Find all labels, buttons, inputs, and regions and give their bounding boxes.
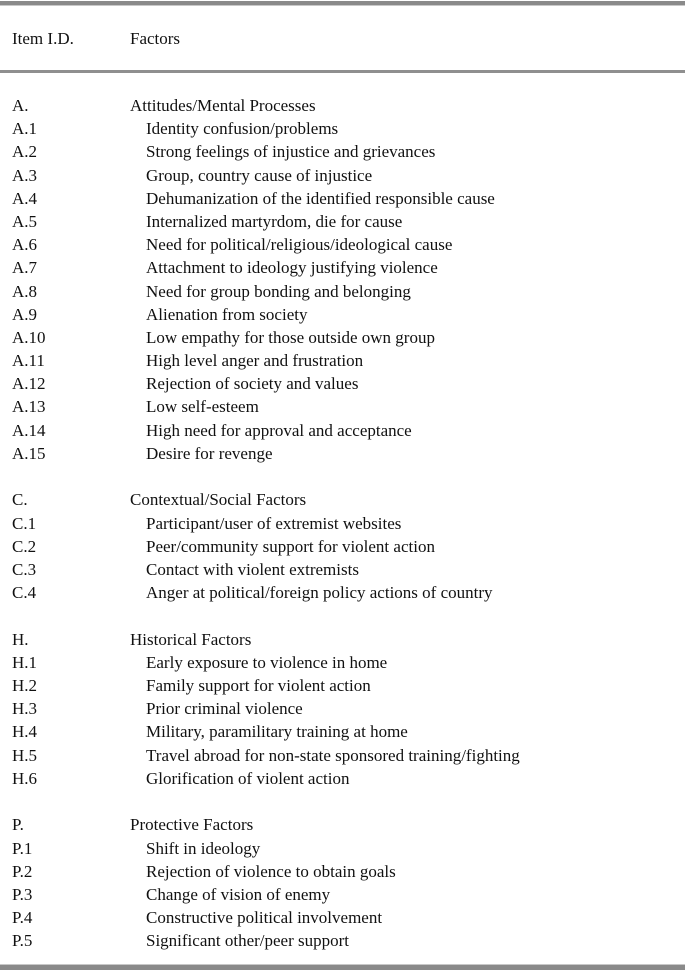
factor-text: Constructive political involvement — [146, 908, 383, 928]
group-spacer — [0, 604, 685, 627]
item-id: A.10 — [12, 327, 46, 347]
table-row — [0, 883, 685, 906]
factor-text: Rejection of society and values — [146, 374, 359, 394]
factor-text: Family support for violent action — [146, 676, 371, 696]
table-row — [0, 210, 685, 233]
factor-text: Dehumanization of the identified responsible cause — [146, 188, 495, 208]
item-id: A.9 — [12, 304, 38, 324]
group-spacer — [0, 790, 685, 813]
factor-text: Low empathy for those outside own group — [146, 327, 435, 347]
table-row — [0, 651, 685, 674]
table-row — [0, 140, 685, 163]
item-id: A.11 — [12, 351, 45, 371]
column-header-factors: Factors — [130, 29, 181, 48]
table-row — [0, 303, 685, 326]
item-id: C. — [12, 490, 28, 510]
table-row — [0, 906, 685, 929]
factor-text: Early exposure to violence in home — [146, 652, 388, 672]
table-row — [0, 187, 685, 210]
table-row — [0, 535, 685, 558]
column-header-item-id: Item I.D. — [12, 29, 74, 48]
table-row — [0, 512, 685, 535]
factor-text: Desire for revenge — [146, 443, 273, 463]
item-id: C.3 — [12, 559, 37, 579]
factor-text: Internalized martyrdom, die for cause — [146, 211, 403, 231]
group-spacer — [0, 465, 685, 488]
item-id: H. — [12, 629, 29, 649]
item-id: C.1 — [12, 513, 37, 533]
item-id: P.3 — [12, 884, 33, 904]
item-id: C.4 — [12, 583, 37, 603]
factor-text: Prior criminal violence — [146, 699, 303, 719]
table-row — [0, 372, 685, 395]
item-id: A.3 — [12, 165, 38, 185]
table-row — [0, 326, 685, 349]
item-id: A.7 — [12, 258, 38, 278]
item-id: A.8 — [12, 281, 38, 301]
factor-text: Participant/user of extremist websites — [146, 513, 402, 533]
table-row — [0, 720, 685, 743]
table-row — [0, 767, 685, 790]
item-id: P.1 — [12, 838, 33, 858]
item-id: A.2 — [12, 142, 38, 162]
item-id: A.14 — [12, 420, 46, 440]
factor-text: Group, country cause of injustice — [146, 165, 373, 185]
item-id: H.3 — [12, 699, 38, 719]
factor-text: Low self-esteem — [146, 397, 259, 417]
factor-text: Significant other/peer support — [146, 931, 350, 951]
item-id: A.12 — [12, 374, 46, 394]
table-row — [0, 581, 685, 604]
table-row — [0, 442, 685, 465]
item-id: A.4 — [12, 188, 38, 208]
bottom-rule — [0, 964, 685, 970]
factor-text: Peer/community support for violent action — [146, 536, 435, 556]
table-row — [0, 419, 685, 442]
factor-text: Travel abroad for non-state sponsored training/fighting — [146, 745, 520, 765]
table-row — [0, 164, 685, 187]
group-header-row — [0, 813, 685, 836]
item-id: P.2 — [12, 861, 33, 881]
item-id: A.13 — [12, 397, 46, 417]
factor-text: Rejection of violence to obtain goals — [146, 861, 396, 881]
item-id: A.6 — [12, 235, 38, 255]
factor-text: Glorification of violent action — [146, 768, 350, 788]
header-rule — [0, 70, 685, 73]
table-row — [0, 697, 685, 720]
table-row — [0, 233, 685, 256]
factor-text: Alienation from society — [146, 304, 308, 324]
item-id: H.4 — [12, 722, 38, 742]
table-row — [0, 837, 685, 860]
item-id: H.6 — [12, 768, 38, 788]
item-id: C.2 — [12, 536, 37, 556]
factor-text: High need for approval and acceptance — [146, 420, 412, 440]
table-row — [0, 349, 685, 372]
factor-text: Protective Factors — [130, 815, 254, 835]
table-body — [0, 94, 685, 953]
item-id: A.5 — [12, 211, 38, 231]
factor-text: Attitudes/Mental Processes — [130, 96, 316, 115]
table-row — [0, 558, 685, 581]
group-header-row — [0, 94, 685, 117]
factor-text: Contextual/Social Factors — [130, 490, 307, 510]
table-row — [0, 929, 685, 952]
factor-text: Attachment to ideology justifying violence — [146, 258, 438, 278]
factor-text: Military, paramilitary training at home — [146, 722, 408, 742]
table-row — [0, 744, 685, 767]
factor-text: Contact with violent extremists — [146, 559, 359, 579]
table-row — [0, 395, 685, 418]
table-row — [0, 117, 685, 140]
item-id: H.1 — [12, 652, 38, 672]
item-id: P. — [12, 815, 24, 835]
factor-text: High level anger and frustration — [146, 351, 364, 371]
factor-text: Need for group bonding and belonging — [146, 281, 411, 301]
factor-text: Need for political/religious/ideological cause — [146, 235, 453, 255]
item-id: P.4 — [12, 908, 33, 928]
factor-text: Strong feelings of injustice and grievances — [146, 142, 436, 162]
factor-text: Anger at political/foreign policy actions of country — [146, 583, 493, 603]
item-id: P.5 — [12, 931, 33, 951]
group-header-row — [0, 488, 685, 511]
factor-text: Shift in ideology — [146, 838, 261, 858]
item-id: A.15 — [12, 443, 46, 463]
factor-text: Historical Factors — [130, 629, 252, 649]
item-id: A. — [12, 96, 29, 115]
table-row — [0, 674, 685, 697]
item-id: A.1 — [12, 119, 38, 139]
item-id: H.5 — [12, 745, 38, 765]
factor-text: Change of vision of enemy — [146, 884, 331, 904]
item-id: H.2 — [12, 676, 38, 696]
table-row — [0, 256, 685, 279]
group-header-row — [0, 628, 685, 651]
table-row — [0, 280, 685, 303]
factor-text: Identity confusion/problems — [146, 119, 339, 139]
top-rule — [0, 1, 685, 6]
table-row — [0, 860, 685, 883]
